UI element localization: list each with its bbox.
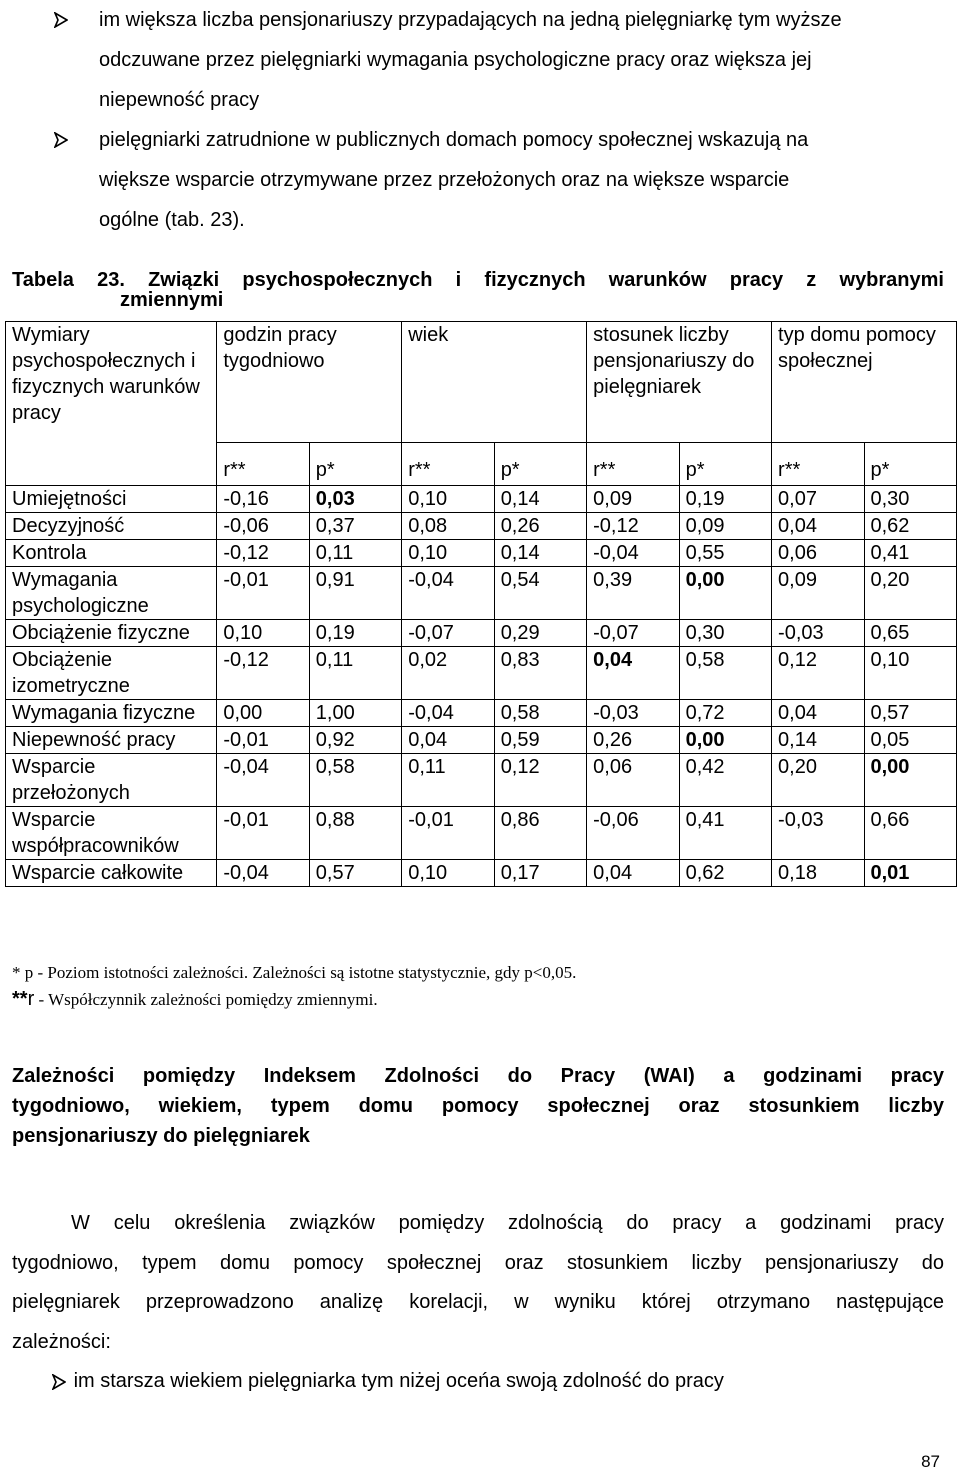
table-row	[6, 700, 957, 727]
value-cell: 0,12	[494, 754, 586, 807]
bullet-line: pielęgniarki zatrudnione w publicznych domach pomocy społecznej wskazują na	[99, 129, 809, 151]
value-cell: 0,26	[587, 727, 679, 754]
table-row	[6, 727, 957, 754]
value-cell: 0,01	[864, 860, 957, 887]
value-cell: -0,01	[402, 807, 494, 860]
value-cell: 0,00	[217, 700, 309, 727]
value-cell: 0,04	[772, 513, 864, 540]
value-cell: 0,30	[679, 620, 771, 647]
value-cell: 0,54	[494, 567, 586, 620]
value-cell: 0,86	[494, 807, 586, 860]
value-cell: 0,62	[864, 513, 957, 540]
table-caption-line: Tabela 23. Związki psychospołecznych i fizycznych warunków pracy z wybranymi	[12, 269, 944, 291]
subheader-cell: p*	[679, 443, 771, 486]
table-caption-line: zmiennymi	[120, 289, 224, 311]
value-cell: 0,41	[864, 540, 957, 567]
note-r-symbol: r	[27, 988, 35, 1010]
row-label: Kontrola	[6, 540, 217, 567]
paragraph-line: zależności:	[12, 1330, 111, 1353]
row-label: Decyzyjność	[6, 513, 217, 540]
value-cell: -0,01	[217, 727, 309, 754]
value-cell: -0,04	[217, 860, 309, 887]
value-cell: 0,29	[494, 620, 586, 647]
page-number: 87	[921, 1452, 940, 1471]
value-cell: 0,57	[864, 700, 957, 727]
value-cell: 0,04	[772, 700, 864, 727]
table-notes	[12, 960, 576, 1013]
value-cell: 0,11	[309, 647, 401, 700]
value-cell: 0,42	[679, 754, 771, 807]
value-cell: 0,04	[402, 727, 494, 754]
correlation-table	[5, 321, 957, 887]
bullet-item	[54, 120, 944, 240]
column-header: stosunek liczby pensjonariuszy do pielęgniarek	[587, 322, 772, 443]
body-paragraph	[12, 1204, 944, 1362]
note-p: * p - Poziom istotności zależności. Zależności są istotne statystycznie, gdy p<0,05.	[12, 963, 577, 982]
value-cell: -0,04	[217, 754, 309, 807]
value-cell: 0,39	[587, 567, 679, 620]
value-cell: 0,08	[402, 513, 494, 540]
value-cell: 0,06	[772, 540, 864, 567]
table-row	[6, 540, 957, 567]
section-heading-line: Zależności pomiędzy Indeksem Zdolności do Pracy (WAI) a godzinami pracy	[12, 1065, 944, 1087]
value-cell: 0,10	[402, 540, 494, 567]
subheader-cell: r**	[587, 443, 679, 486]
value-cell: 0,19	[309, 620, 401, 647]
value-cell: 0,10	[864, 647, 957, 700]
value-cell: 0,10	[217, 620, 309, 647]
value-cell: 0,26	[494, 513, 586, 540]
value-cell: 0,55	[679, 540, 771, 567]
value-cell: 0,05	[864, 727, 957, 754]
value-cell: 0,09	[587, 486, 679, 513]
value-cell: 0,37	[309, 513, 401, 540]
value-cell: 0,06	[587, 754, 679, 807]
bullet-list	[54, 0, 944, 240]
note-r-text: - Współczynnik zależności pomiędzy zmiennymi.	[34, 990, 378, 1009]
value-cell: -0,04	[587, 540, 679, 567]
paragraph-line: pielęgniarek przeprowadzono analizę korelacji, w wyniku której otrzymano następujące	[12, 1291, 944, 1313]
table-caption	[12, 266, 944, 314]
value-cell: -0,07	[402, 620, 494, 647]
table-row	[6, 620, 957, 647]
value-cell: 0,57	[309, 860, 401, 887]
bullet-line: im starsza wiekiem pielęgniarka tym niżej oceńa swoją zdolność do pracy	[73, 1370, 724, 1392]
value-cell: -0,01	[217, 567, 309, 620]
value-cell: 0,30	[864, 486, 957, 513]
table-body	[6, 486, 957, 887]
arrowhead-bullet-icon	[54, 0, 94, 28]
column-header: godzin pracy tygodniowo	[217, 322, 402, 443]
arrowhead-bullet-icon	[52, 1370, 68, 1392]
value-cell: -0,06	[587, 807, 679, 860]
table-row	[6, 754, 957, 807]
value-cell: -0,03	[587, 700, 679, 727]
subheader-cell: r**	[217, 443, 309, 486]
value-cell: 0,18	[772, 860, 864, 887]
value-cell: 0,59	[494, 727, 586, 754]
value-cell: 0,65	[864, 620, 957, 647]
value-cell: 0,72	[679, 700, 771, 727]
table-row	[6, 513, 957, 540]
row-label: Obciążenie izometryczne	[6, 647, 217, 700]
value-cell: 0,07	[772, 486, 864, 513]
value-cell: 0,00	[679, 727, 771, 754]
value-cell: -0,12	[217, 647, 309, 700]
bullet-line: większe wsparcie otrzymywane przez przełożonych oraz na większe wsparcie	[99, 169, 790, 191]
value-cell: 0,00	[864, 754, 957, 807]
value-cell: -0,04	[402, 700, 494, 727]
table-header-row	[6, 322, 957, 443]
row-label: Wsparcie współpracowników	[6, 807, 217, 860]
table-row	[6, 860, 957, 887]
subheader-cell: p*	[864, 443, 957, 486]
subheader-cell: p*	[309, 443, 401, 486]
value-cell: 0,03	[309, 486, 401, 513]
value-cell: 0,41	[679, 807, 771, 860]
arrowhead-bullet-icon	[54, 120, 94, 148]
bullet-item	[54, 0, 944, 120]
value-cell: -0,03	[772, 807, 864, 860]
value-cell: 0,83	[494, 647, 586, 700]
value-cell: -0,03	[772, 620, 864, 647]
value-cell: 0,12	[772, 647, 864, 700]
row-label: Niepewność pracy	[6, 727, 217, 754]
value-cell: 0,66	[864, 807, 957, 860]
value-cell: 0,20	[864, 567, 957, 620]
value-cell: 0,09	[772, 567, 864, 620]
value-cell: -0,01	[217, 807, 309, 860]
value-cell: 0,14	[772, 727, 864, 754]
value-cell: 0,04	[587, 860, 679, 887]
value-cell: -0,06	[217, 513, 309, 540]
value-cell: 0,20	[772, 754, 864, 807]
row-label: Umiejętności	[6, 486, 217, 513]
value-cell: 0,62	[679, 860, 771, 887]
table-row	[6, 647, 957, 700]
paragraph-line: tygodniowo, typem domu pomocy społecznej oraz stosunkiem liczby pensjonariuszy do	[12, 1251, 944, 1274]
value-cell: -0,12	[587, 513, 679, 540]
value-cell: 0,09	[679, 513, 771, 540]
value-cell: 0,88	[309, 807, 401, 860]
value-cell: -0,07	[587, 620, 679, 647]
value-cell: 0,10	[402, 486, 494, 513]
value-cell: 0,04	[587, 647, 679, 700]
value-cell: 0,58	[309, 754, 401, 807]
column-header: typ domu pomocy społecznej	[772, 322, 957, 443]
bullet-line: im większa liczba pensjonariuszy przypadających na jedną pielęgniarkę tym wyższe	[99, 9, 842, 31]
row-label: Wymagania fizyczne	[6, 700, 217, 727]
value-cell: 1,00	[309, 700, 401, 727]
subheader-cell: r**	[772, 443, 864, 486]
value-cell: 0,58	[679, 647, 771, 700]
section-heading-line: pensjonariuszy do pielęgniarek	[12, 1125, 310, 1147]
note-r	[12, 986, 576, 1013]
row-label: Wsparcie przełożonych	[6, 754, 217, 807]
subheader-cell: r**	[402, 443, 494, 486]
value-cell: 0,91	[309, 567, 401, 620]
value-cell: 0,10	[402, 860, 494, 887]
bullet-item	[52, 1363, 724, 1399]
row-label: Obciążenie fizyczne	[6, 620, 217, 647]
subheader-cell: p*	[494, 443, 586, 486]
paragraph-line: W celu określenia związków pomiędzy zdolnością do pracy a godzinami pracy	[71, 1212, 944, 1234]
table-row	[6, 807, 957, 860]
value-cell: 0,19	[679, 486, 771, 513]
value-cell: 0,11	[402, 754, 494, 807]
row-label: Wymagania psychologiczne	[6, 567, 217, 620]
value-cell: 0,17	[494, 860, 586, 887]
value-cell: -0,04	[402, 567, 494, 620]
value-cell: 0,58	[494, 700, 586, 727]
value-cell: 0,14	[494, 486, 586, 513]
value-cell: 0,11	[309, 540, 401, 567]
value-cell: 0,14	[494, 540, 586, 567]
bullet-line: odczuwane przez pielęgniarki wymagania psychologiczne pracy oraz większa jej	[99, 49, 812, 71]
table-row	[6, 567, 957, 620]
note-r-stars: **	[12, 988, 28, 1010]
row-label: Wsparcie całkowite	[6, 860, 217, 887]
column-header: wiek	[402, 322, 587, 443]
value-cell: 0,92	[309, 727, 401, 754]
value-cell: 0,00	[679, 567, 771, 620]
value-cell: 0,02	[402, 647, 494, 700]
column-header: Wymiary psychospołecznych i fizycznych warunków pracy	[6, 322, 217, 486]
section-heading	[12, 1061, 944, 1151]
value-cell: -0,16	[217, 486, 309, 513]
bullet-line: ogólne (tab. 23).	[99, 209, 245, 231]
bullet-line: niepewność pracy	[99, 89, 260, 111]
value-cell: -0,12	[217, 540, 309, 567]
section-heading-line: tygodniowo, wiekiem, typem domu pomocy społecznej oraz stosunkiem liczby	[12, 1095, 944, 1117]
table-row	[6, 486, 957, 513]
